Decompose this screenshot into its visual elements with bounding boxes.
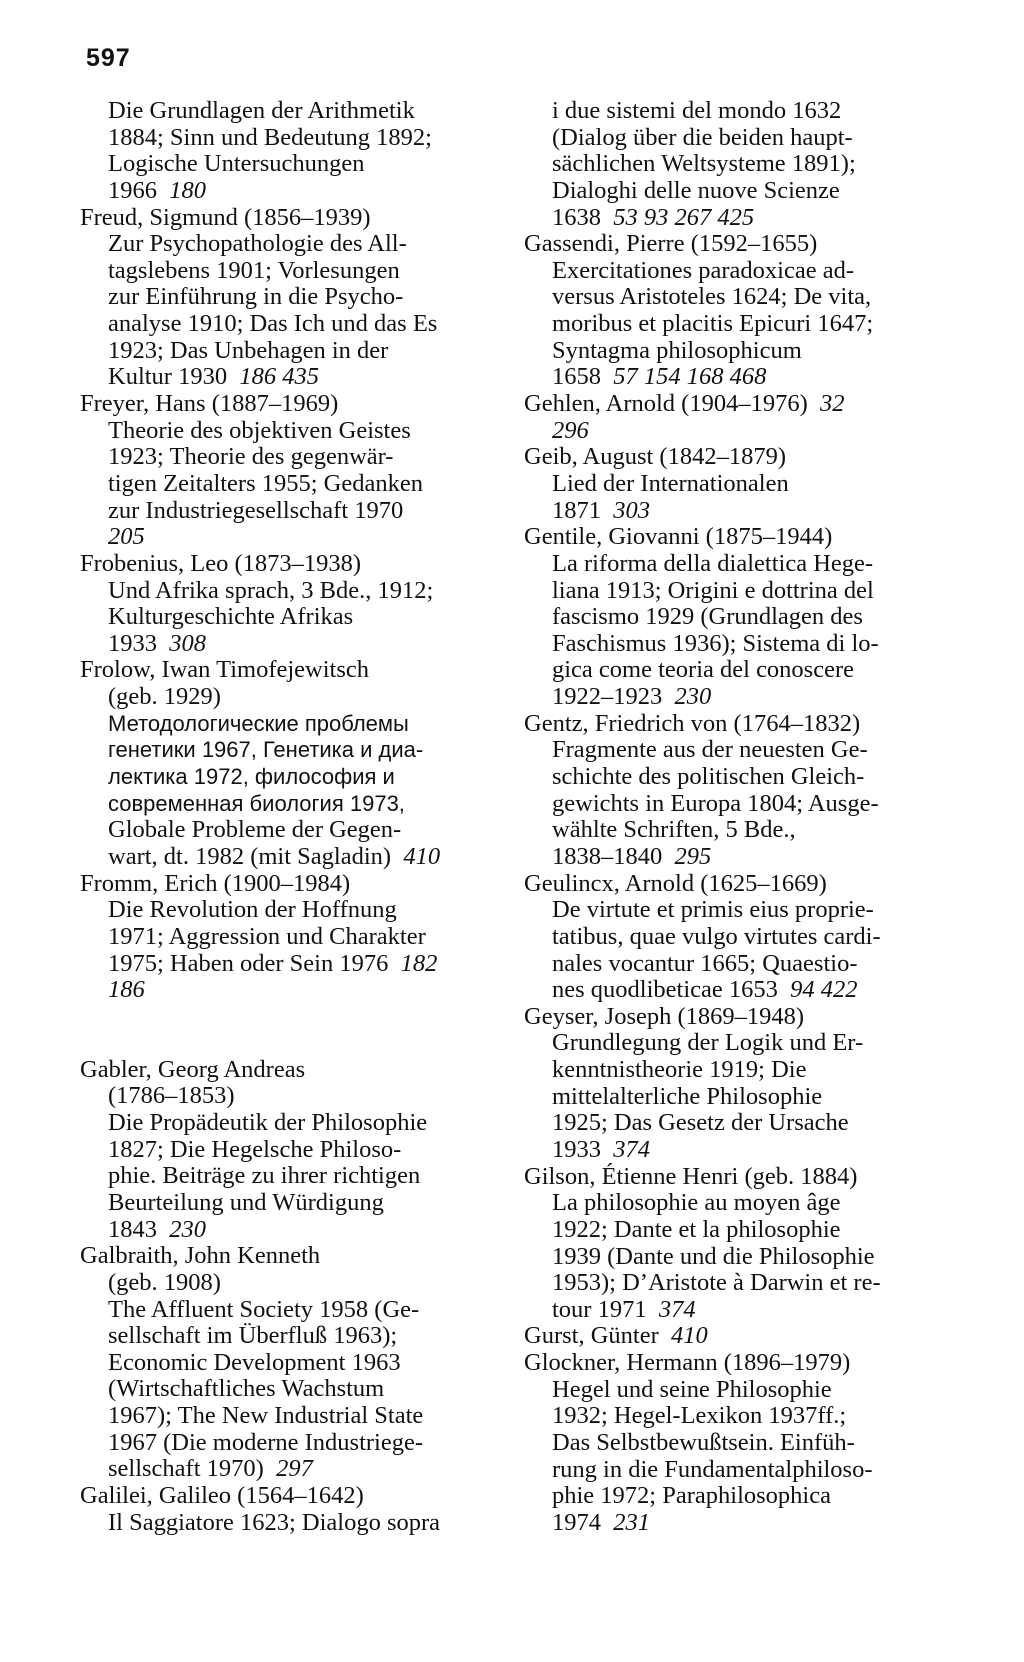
entry-text: Freud, Sigmund (1856–1939) <box>80 203 371 231</box>
entry-text: versus Aristoteles 1624; De vita, <box>552 283 872 311</box>
page-references: 57 154 168 468 <box>613 363 767 391</box>
entry-text: (geb. 1929) <box>108 683 221 711</box>
entry-text: 1884; Sinn und Bedeutung 1892; <box>108 123 432 151</box>
index-entry-detail-line <box>524 1297 944 1324</box>
index-entry-heading-line <box>524 1350 944 1377</box>
entry-text: 1871 <box>552 496 601 524</box>
entry-text: Exercitationes paradoxicae ad- <box>552 256 855 284</box>
entry-text: Geyser, Joseph (1869–1948) <box>524 1002 805 1030</box>
index-entry-detail-line <box>80 817 500 844</box>
index-entry-detail-line <box>524 178 944 205</box>
entry-text: 1922; Dante et la philosophie <box>552 1215 841 1243</box>
index-entry-detail-line <box>524 1190 944 1217</box>
entry-text: 1932; Hegel-Lexikon 1937ff.; <box>552 1402 847 1430</box>
entry-text: Die Revolution der Hoffnung <box>108 896 397 924</box>
page-references: 374 <box>613 1135 650 1163</box>
index-entry-detail-line <box>524 1244 944 1271</box>
entry-text: 1923; Das Unbehagen in der <box>108 336 389 364</box>
index-entry-detail-line <box>524 551 944 578</box>
page-references: 94 422 <box>790 976 858 1004</box>
index-entry-detail-line <box>80 1137 500 1164</box>
index-entry-detail-line <box>524 684 944 711</box>
index-entry-detail-line <box>80 1110 500 1137</box>
entry-text: лектика 1972, философия и <box>108 764 395 790</box>
entry-text: zur Einführung in die Psycho- <box>108 283 404 311</box>
index-entry-detail-line <box>80 125 500 152</box>
page-references: 230 <box>169 1215 206 1243</box>
index-entry-detail-line <box>524 151 944 178</box>
index-entry-detail-line <box>80 711 500 738</box>
index-entry-detail-line <box>80 578 500 605</box>
index-entry-detail-line <box>80 764 500 791</box>
entry-text: i due sistemi del mondo 1632 <box>552 97 842 124</box>
entry-text: Syntagma philosophicum <box>552 336 802 364</box>
entry-text: gewichts in Europa 1804; Ausge- <box>552 789 879 817</box>
entry-text: 1939 (Dante und die Philosophie <box>552 1242 875 1270</box>
entry-text: The Affluent Society 1958 (Ge- <box>108 1295 420 1323</box>
entry-text: tagslebens 1901; Vorlesungen <box>108 256 400 284</box>
page-references: 186 <box>108 976 145 1004</box>
index-entry-heading-line <box>524 1164 944 1191</box>
entry-text: Theorie des objektiven Geistes <box>108 416 411 444</box>
index-entry-detail-line <box>524 604 944 631</box>
index-entry-detail-line <box>80 231 500 258</box>
index-entry-heading-line <box>80 551 500 578</box>
entry-text: mittelalterliche Philosophie <box>552 1082 823 1110</box>
page-number: 597 <box>86 44 131 72</box>
page-references: 308 <box>169 629 206 657</box>
index-entry-detail-line <box>80 284 500 311</box>
entry-text: 1974 <box>552 1508 601 1536</box>
index-entry-heading-line <box>524 1004 944 1031</box>
index-entry-detail-line <box>524 258 944 285</box>
index-entry-detail-line <box>524 631 944 658</box>
index-entry-detail-line <box>80 844 500 871</box>
entry-text: 1923; Theorie des gegenwär- <box>108 443 394 471</box>
entry-text: (geb. 1908) <box>108 1268 221 1296</box>
entry-text: современная биология 1973, <box>108 790 405 816</box>
entry-text: 1975; Haben oder Sein 1976 <box>108 949 389 977</box>
entry-text: kenntnistheorie 1919; Die <box>552 1056 807 1084</box>
entry-text: De virtute et primis eius proprie- <box>552 896 874 924</box>
entry-text: nes quodlibeticae 1653 <box>552 976 778 1004</box>
entry-text: tigen Zeitalters 1955; Gedanken <box>108 469 423 497</box>
entry-text: wählte Schriften, 5 Bde., <box>552 816 796 844</box>
entry-text: analyse 1910; Das Ich und das Es <box>108 310 438 338</box>
index-entry-detail-line <box>80 151 500 178</box>
index-entry-detail-line <box>80 364 500 391</box>
index-entry-detail-line <box>524 125 944 152</box>
index-entry-heading-line <box>524 231 944 258</box>
index-entry-detail-line <box>524 951 944 978</box>
entry-text: 1966 <box>108 176 157 204</box>
entry-text: Hegel und seine Philosophie <box>552 1375 832 1403</box>
index-entry-detail-line <box>80 951 500 978</box>
index-entry-heading-line <box>80 1243 500 1270</box>
page-references: 303 <box>613 496 650 524</box>
index-entry-detail-line <box>80 418 500 445</box>
index-entry-detail-line <box>80 977 500 1004</box>
index-entry-detail-line <box>80 444 500 471</box>
index-entry-detail-line <box>80 737 500 764</box>
entry-text: Gentz, Friedrich von (1764–1832) <box>524 709 861 737</box>
section-gap <box>80 1004 500 1057</box>
index-entry-detail-line <box>80 1350 500 1377</box>
index-entry-detail-line <box>80 1323 500 1350</box>
index-entry-heading-line <box>80 871 500 898</box>
index-entry-detail-line <box>80 1190 500 1217</box>
page-references: 182 <box>400 949 438 977</box>
entry-text: Logische Untersuchungen <box>108 150 365 178</box>
index-entry-detail-line <box>80 1510 500 1537</box>
entry-text: (Dialog über die beiden haupt- <box>552 123 853 151</box>
index-entry-detail-line <box>524 1110 944 1137</box>
index-column-left <box>80 98 500 1536</box>
index-entry-detail-line <box>524 1030 944 1057</box>
entry-text: Galilei, Galileo (1564–1642) <box>80 1482 364 1510</box>
entry-text: Und Afrika sprach, 3 Bde., 1912; <box>108 576 434 604</box>
index-entry-detail-line <box>524 498 944 525</box>
index-entry-detail-line <box>80 684 500 711</box>
entry-text: 1925; Das Gesetz der Ursache <box>552 1109 849 1137</box>
index-entry-detail-line <box>80 791 500 818</box>
entry-text: sellschaft im Überfluß 1963); <box>108 1322 398 1350</box>
entry-text: Gassendi, Pierre (1592–1655) <box>524 230 818 258</box>
entry-text: Lied der Internationalen <box>552 469 789 497</box>
entry-text: 1971; Aggression und Charakter <box>108 922 426 950</box>
index-entry-detail-line <box>524 1377 944 1404</box>
entry-text: Die Grundlagen der Arithmetik <box>108 97 415 124</box>
entry-text: nales vocantur 1665; Quaestio- <box>552 949 858 977</box>
entry-text: Die Propädeutik der Philosophie <box>108 1109 428 1137</box>
entry-text: Dialoghi delle nuove Scienze <box>552 176 840 204</box>
entry-text: liana 1913; Origini e dottrina del <box>552 576 874 604</box>
index-entry-detail-line <box>524 364 944 391</box>
page-references: 231 <box>613 1508 650 1536</box>
entry-text: tatibus, quae vulgo virtutes cardi- <box>552 922 881 950</box>
page-references: 53 93 267 425 <box>613 203 755 231</box>
entry-text: zur Industriegesellschaft 1970 <box>108 496 404 524</box>
index-entry-detail-line <box>524 1430 944 1457</box>
entry-text: Geib, August (1842–1879) <box>524 443 786 471</box>
entry-text: 1922–1923 <box>552 683 663 711</box>
entry-text: 1953); D’Aristote à Darwin et re- <box>552 1269 881 1297</box>
entry-text: 1827; Die Hegelsche Philoso- <box>108 1135 402 1163</box>
index-entry-detail-line <box>80 1297 500 1324</box>
index-entry-detail-line <box>80 1403 500 1430</box>
index-entry-detail-line <box>524 578 944 605</box>
entry-text: Il Saggiatore 1623; Dialogo sopra <box>108 1508 441 1536</box>
entry-text: Gilson, Étienne Henri (geb. 1884) <box>524 1162 858 1190</box>
entry-text: Zur Psychopathologie des All- <box>108 230 407 258</box>
page-references: 230 <box>674 683 712 711</box>
index-entry-detail-line <box>80 1376 500 1403</box>
index-entry-detail-line <box>524 1510 944 1537</box>
entry-text: Geulincx, Arnold (1625–1669) <box>524 869 827 897</box>
page-references: 297 <box>276 1455 313 1483</box>
index-entry-heading-line <box>524 1323 944 1350</box>
page-references: 374 <box>658 1295 696 1323</box>
page-references: 180 <box>169 176 206 204</box>
index-entry-detail-line <box>80 897 500 924</box>
index-entry-heading-line <box>80 391 500 418</box>
index-entry-detail-line <box>80 338 500 365</box>
entry-text: Economic Development 1963 <box>108 1348 401 1376</box>
index-entry-heading-line <box>524 871 944 898</box>
entry-text: La riforma della dialettica Hege- <box>552 549 874 577</box>
entry-text: Freyer, Hans (1887–1969) <box>80 390 339 418</box>
entry-text: Beurteilung und Würdigung <box>108 1188 384 1216</box>
index-entry-detail-line <box>524 1483 944 1510</box>
page-references: 205 <box>108 523 145 551</box>
entry-text: Galbraith, John Kenneth <box>80 1242 321 1270</box>
index-entry-heading-line <box>524 711 944 738</box>
entry-text: Faschismus 1936); Sistema di lo- <box>552 629 879 657</box>
entry-text: tour 1971 <box>552 1295 647 1323</box>
index-entry-detail-line <box>80 1456 500 1483</box>
index-entry-detail-line <box>524 657 944 684</box>
entry-text: Gentile, Giovanni (1875–1944) <box>524 523 833 551</box>
index-entry-detail-line <box>80 98 500 125</box>
index-entry-detail-line <box>524 1084 944 1111</box>
index-entry-detail-line <box>524 98 944 125</box>
entry-text: Gurst, Günter <box>524 1322 659 1350</box>
index-entry-detail-line <box>524 471 944 498</box>
index-entry-detail-line <box>524 338 944 365</box>
index-entry-detail-line <box>524 418 944 445</box>
index-entry-heading-line <box>80 657 500 684</box>
entry-text: La philosophie au moyen âge <box>552 1189 841 1217</box>
entry-text: sellschaft 1970) <box>108 1455 264 1483</box>
page-references: 295 <box>674 842 712 870</box>
page-references: 296 <box>552 416 589 444</box>
index-entry-detail-line <box>80 1270 500 1297</box>
entry-text: 1843 <box>108 1215 157 1243</box>
index-entry-detail-line <box>80 524 500 551</box>
page-references: 410 <box>670 1322 708 1350</box>
entry-text: sächlichen Weltsysteme 1891); <box>552 150 856 178</box>
entry-text: Frolow, Iwan Timofejewitsch <box>80 656 369 684</box>
page-references: 32 <box>820 390 845 418</box>
entry-text: Fragmente aus der neuesten Ge- <box>552 736 868 764</box>
entry-text: Gabler, Georg Andreas <box>80 1055 306 1083</box>
entry-text: 1967 (Die moderne Industriege- <box>108 1428 423 1456</box>
entry-text: gica come teoria del conoscere <box>552 656 855 684</box>
index-entry-detail-line <box>524 897 944 924</box>
entry-text: Frobenius, Leo (1873–1938) <box>80 549 362 577</box>
entry-text: schichte des politischen Gleich- <box>552 763 865 791</box>
entry-text: генетики 1967, Генетика и диа- <box>108 737 424 763</box>
page-references: 186 435 <box>239 363 319 391</box>
index-entry-detail-line <box>524 284 944 311</box>
entry-text: 1658 <box>552 363 601 391</box>
index-entry-detail-line <box>80 631 500 658</box>
index-entry-detail-line <box>80 311 500 338</box>
index-entry-detail-line <box>80 1430 500 1457</box>
entry-text: fascismo 1929 (Grundlagen des <box>552 603 863 631</box>
index-entry-detail-line <box>524 1270 944 1297</box>
index-column-right <box>524 98 944 1537</box>
index-entry-detail-line <box>80 604 500 631</box>
entry-text: Das Selbstbewußtsein. Einfüh- <box>552 1429 855 1457</box>
index-entry-heading-line <box>524 524 944 551</box>
entry-text: wart, dt. 1982 (mit Sagladin) <box>108 842 392 870</box>
index-entry-heading-line <box>80 205 500 232</box>
entry-text: Grundlegung der Logik und Er- <box>552 1029 864 1057</box>
index-entry-detail-line <box>524 817 944 844</box>
index-entry-detail-line <box>524 791 944 818</box>
entry-text: Globale Probleme der Gegen- <box>108 816 402 844</box>
index-entry-detail-line <box>80 1217 500 1244</box>
index-entry-detail-line <box>524 977 944 1004</box>
index-entry-heading-line <box>80 1483 500 1510</box>
index-entry-detail-line <box>80 498 500 525</box>
entry-text: 1967); The New Industrial State <box>108 1402 424 1430</box>
entry-text: Методологические проблемы <box>108 710 409 736</box>
index-entry-detail-line <box>524 205 944 232</box>
index-entry-detail-line <box>524 1457 944 1484</box>
index-entry-detail-line <box>80 258 500 285</box>
entry-text: rung in die Fundamentalphiloso- <box>552 1455 873 1483</box>
index-entry-detail-line <box>524 764 944 791</box>
index-entry-detail-line <box>524 1057 944 1084</box>
entry-text: moribus et placitis Epicuri 1647; <box>552 310 874 338</box>
entry-text: 1838–1840 <box>552 842 663 870</box>
index-entry-heading-line <box>80 1057 500 1084</box>
index-entry-detail-line <box>524 1403 944 1430</box>
entry-text: Kultur 1930 <box>108 363 228 391</box>
entry-text: phie. Beiträge zu ihrer richtigen <box>108 1162 421 1190</box>
entry-text: phie 1972; Paraphilosophica <box>552 1482 831 1510</box>
index-entry-detail-line <box>524 311 944 338</box>
index-entry-detail-line <box>524 737 944 764</box>
index-entry-detail-line <box>80 1163 500 1190</box>
index-entry-detail-line <box>524 1217 944 1244</box>
index-entry-detail-line <box>524 844 944 871</box>
entry-text: Glockner, Hermann (1896–1979) <box>524 1349 851 1377</box>
entry-text: 1933 <box>108 629 157 657</box>
entry-text: 1933 <box>552 1135 601 1163</box>
entry-text: Kulturgeschichte Afrikas <box>108 603 354 631</box>
index-entry-heading-line <box>524 444 944 471</box>
index-entry-heading-line <box>524 391 944 418</box>
entry-text: Gehlen, Arnold (1904–1976) <box>524 390 808 418</box>
entry-text: 1638 <box>552 203 601 231</box>
entry-text: (1786–1853) <box>108 1082 235 1110</box>
index-entry-detail-line <box>80 924 500 951</box>
page-references: 410 <box>403 842 441 870</box>
index-entry-detail-line <box>524 924 944 951</box>
index-entry-detail-line <box>80 1083 500 1110</box>
index-entry-detail-line <box>80 178 500 205</box>
index-entry-detail-line <box>524 1137 944 1164</box>
entry-text: Fromm, Erich (1900–1984) <box>80 869 351 897</box>
entry-text: (Wirtschaftliches Wachstum <box>108 1375 385 1403</box>
index-entry-detail-line <box>80 471 500 498</box>
